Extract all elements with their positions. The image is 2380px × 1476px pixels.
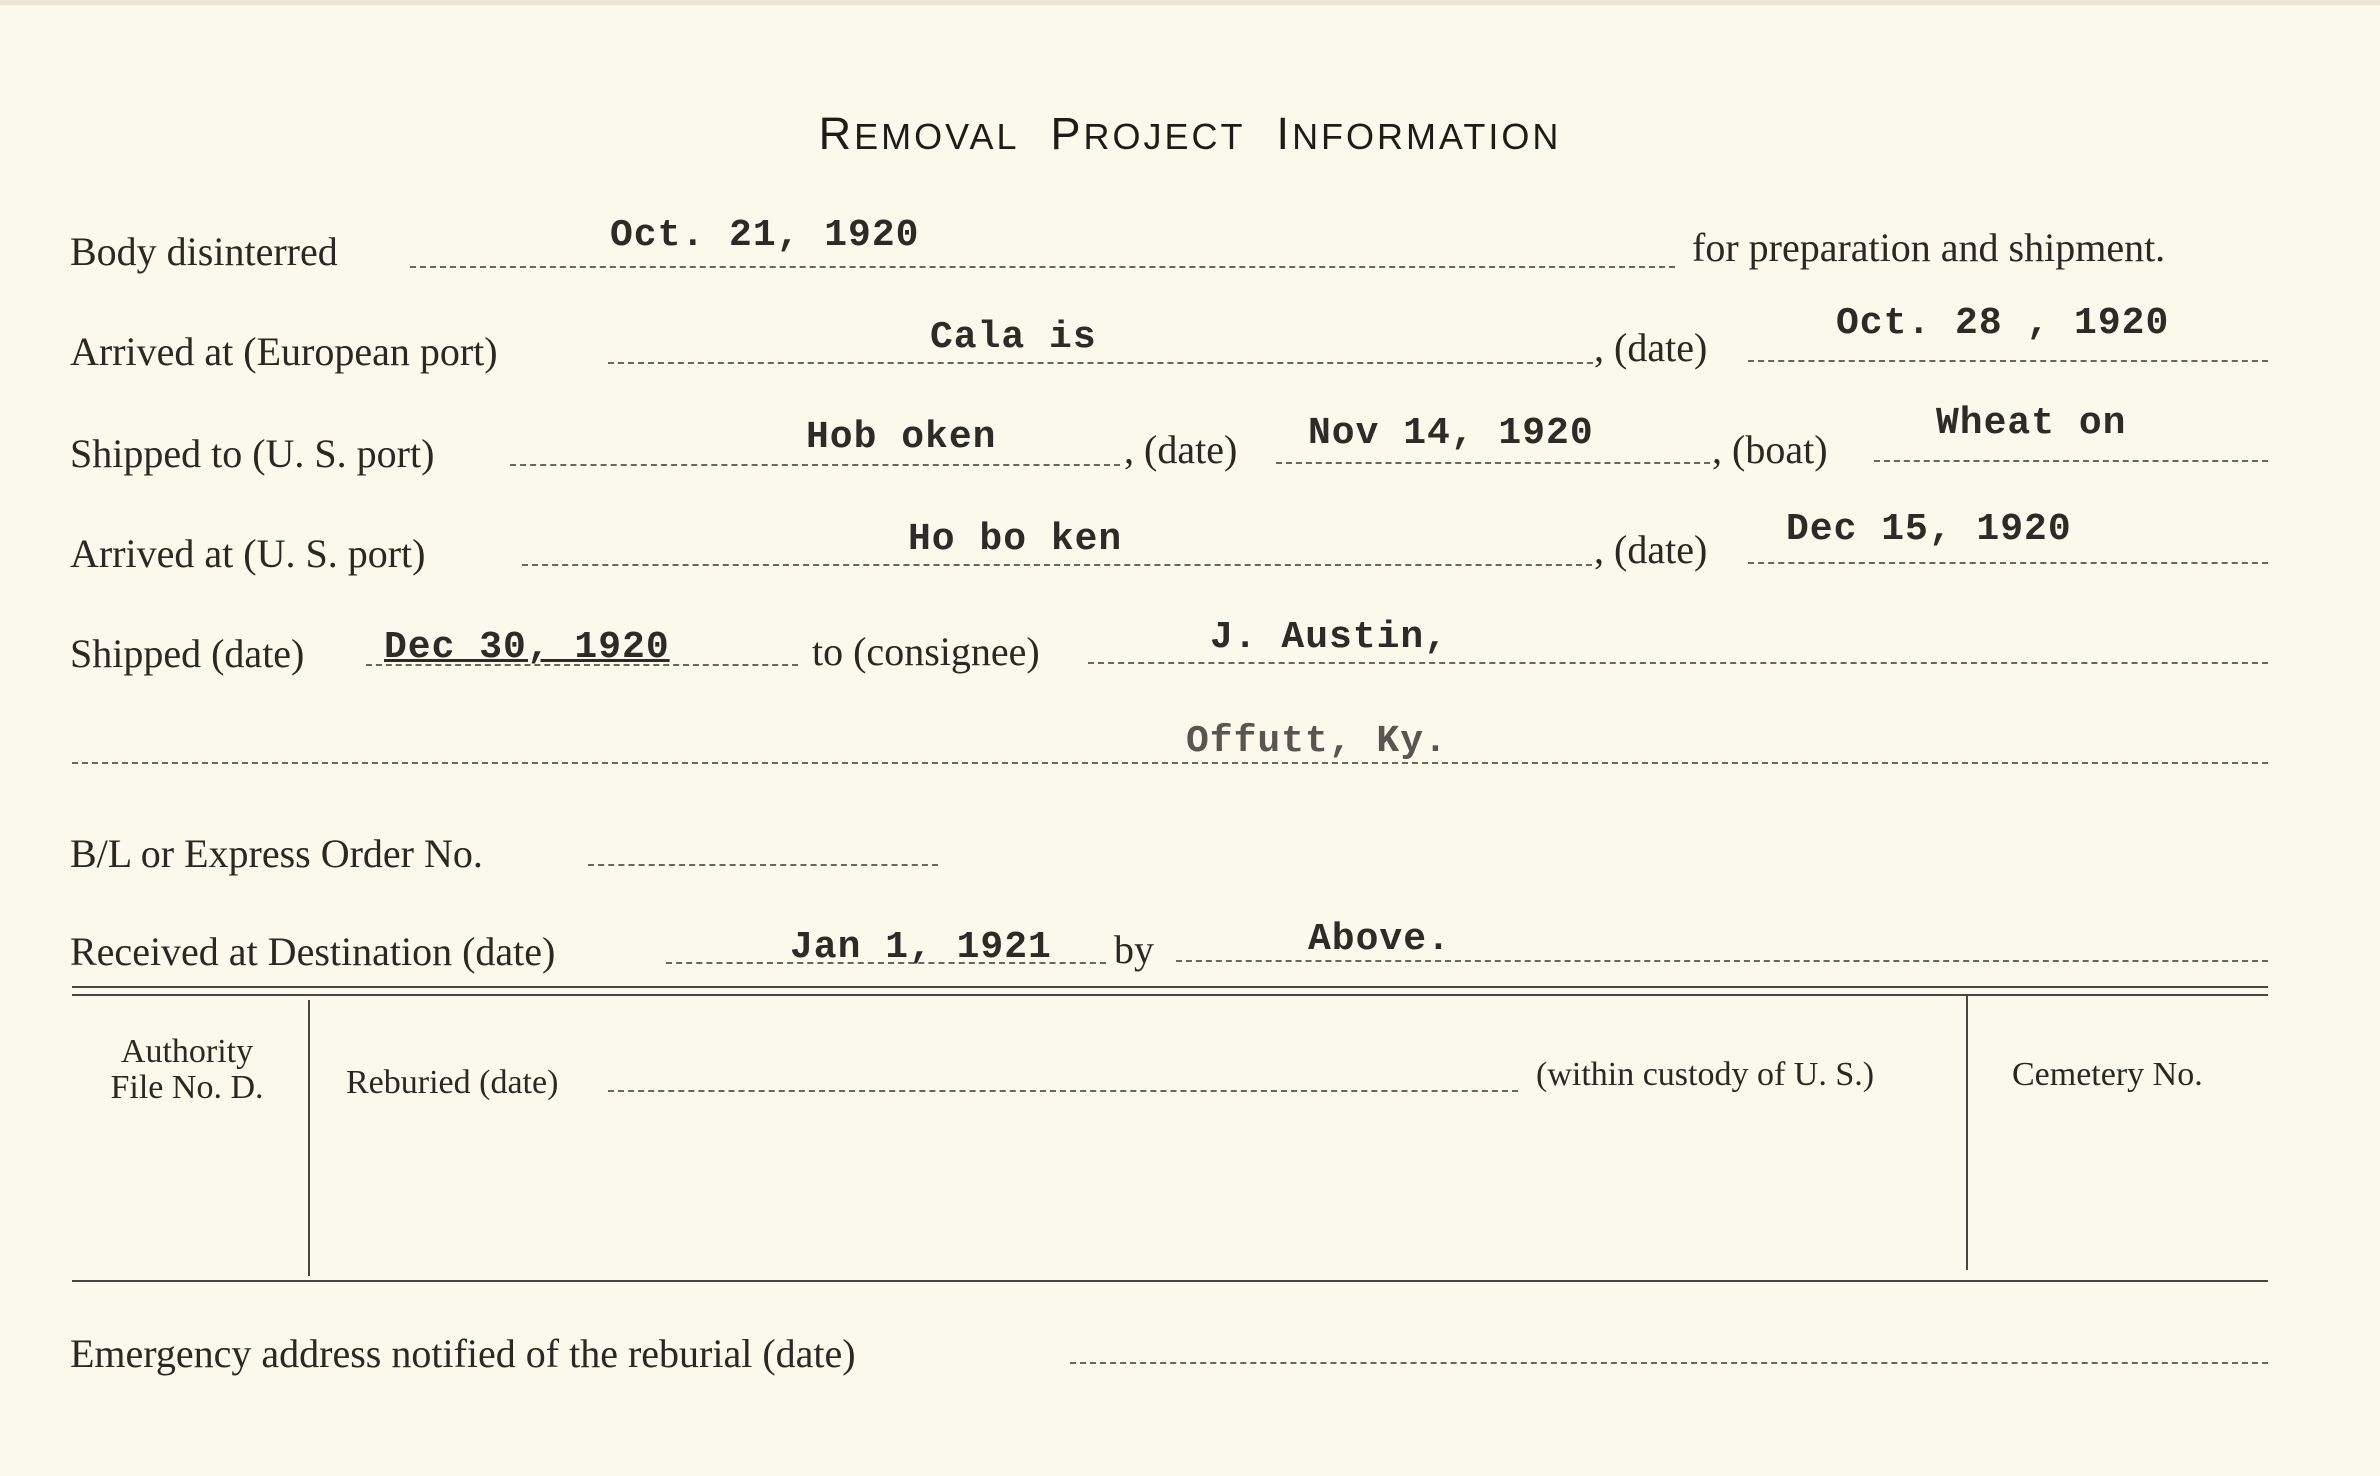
card-edge: [0, 0, 2380, 5]
consignee-line: [1088, 662, 2268, 664]
arrived-us-date-line: [1748, 562, 2268, 564]
shipped-us-port: Hob oken: [806, 416, 997, 459]
shipped-us-date-line: [1276, 462, 1710, 464]
authority-line-1: Authority: [120, 1033, 254, 1070]
card-title: REMOVAL PROJECT INFORMATION: [818, 108, 1562, 159]
shipped-us-boat-line: [1874, 460, 2268, 462]
received-by-label: by: [1114, 927, 1154, 972]
arrived-us-date-label: , (date): [1594, 527, 1708, 572]
shipped-date: Dec 30, 1920: [384, 626, 670, 669]
arrived-us-date: Dec 15, 1920: [1786, 508, 2072, 551]
box-divider-right: [1966, 994, 1968, 1270]
received-by: Above.: [1308, 918, 1451, 961]
authority-line-2: File No. D.: [110, 1069, 264, 1106]
shipped-us-label: Shipped to (U. S. port): [70, 431, 435, 476]
emergency-label: Emergency address notified of the reburial (date): [70, 1331, 856, 1376]
arrived-us-line: [522, 564, 1592, 566]
body-disinterred-line: [410, 266, 1675, 268]
address-line: [72, 762, 2268, 764]
received-date: Jan 1, 1921: [790, 926, 1052, 969]
shipped-us-port-line: [510, 464, 1120, 466]
arrived-european-line: [608, 362, 1593, 364]
reburied-label: Reburied (date): [346, 1064, 559, 1101]
arrived-us-port: Ho bo ken: [908, 518, 1123, 561]
box-bottom-rule: [72, 1280, 2268, 1282]
bl-order-label: B/L or Express Order No.: [70, 831, 483, 876]
emergency-line: [1070, 1362, 2268, 1364]
consignee-address: Offutt, Ky.: [1186, 720, 1448, 763]
received-label: Received at Destination (date): [70, 929, 556, 974]
shipped-us-date: Nov 14, 1920: [1308, 412, 1594, 455]
bl-order-line: [588, 864, 938, 866]
arrived-european-date-label: , (date): [1594, 325, 1708, 370]
arrived-european-date-line: [1748, 360, 2268, 362]
arrived-us-label: Arrived at (U. S. port): [70, 531, 426, 576]
shipped-us-boat-label: , (boat): [1712, 427, 1828, 472]
arrived-european-date: Oct. 28 , 1920: [1836, 302, 2170, 345]
custody-label: (within custody of U. S.): [1536, 1056, 1875, 1093]
shipped-date-label: Shipped (date): [70, 631, 305, 676]
consignee-name: J. Austin,: [1210, 616, 1449, 659]
body-disinterred-label: Body disinterred: [70, 229, 338, 274]
body-disinterred-date: Oct. 21, 1920: [610, 214, 920, 257]
shipped-us-date-label: , (date): [1124, 427, 1238, 472]
cemetery-label: Cemetery No.: [2012, 1056, 2203, 1093]
shipped-us-boat: Wheat on: [1936, 402, 2127, 445]
box-divider-left: [308, 1000, 310, 1276]
consignee-label: to (consignee): [812, 629, 1040, 674]
arrived-european-port: Cala is: [930, 316, 1097, 359]
box-top-rule-1: [72, 986, 2268, 988]
body-disinterred-suffix: for preparation and shipment.: [1692, 225, 2166, 270]
authority-file-label: [80, 1034, 294, 1106]
reburied-line: [608, 1090, 1518, 1092]
box-top-rule-2: [72, 994, 2268, 996]
arrived-european-label: Arrived at (European port): [70, 329, 498, 374]
